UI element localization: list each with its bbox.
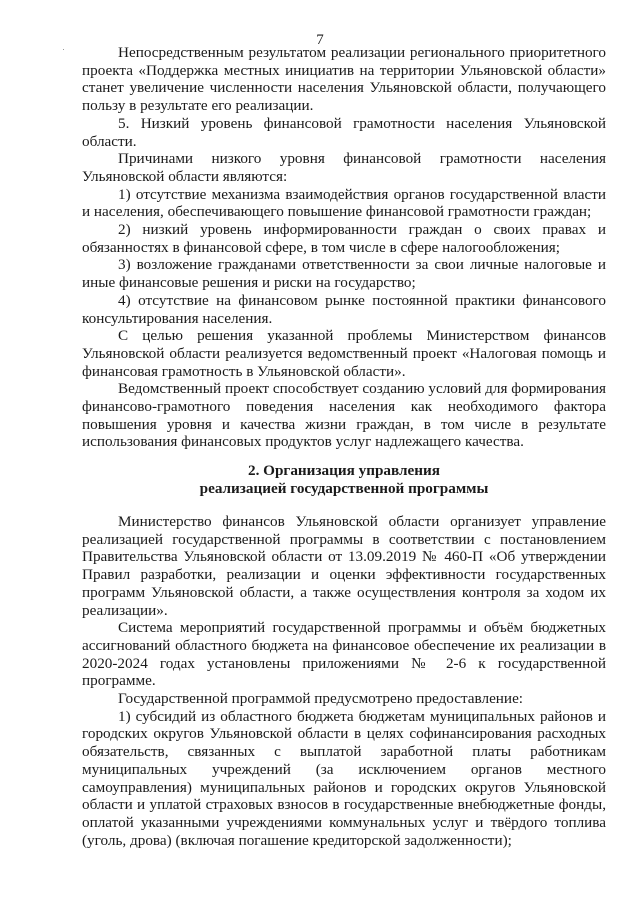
section-heading bbox=[82, 462, 606, 497]
paragraph: Государственной программой предусмотрено предоставление: bbox=[118, 690, 524, 708]
text-section-problems bbox=[82, 44, 606, 451]
paragraph: 5. Низкий уровень финансовой грамотности населения Ульяновской области. bbox=[82, 114, 606, 150]
page-number: 7 bbox=[316, 32, 324, 48]
text-section-management bbox=[82, 513, 606, 849]
section-heading-line: 2. Организация управления bbox=[247, 462, 441, 479]
list-item: 2) низкий уровень информированности граждан о своих правах и обязанностях в финансовой сфере, в том числе в сфере налогообложения; bbox=[82, 221, 606, 256]
paragraph: С целью решения указанной проблемы Министерством финансов Ульяновской области реализуется ведомственный проект «Налоговая помощь и финансовая грамотность в Ульяновской области». bbox=[82, 327, 606, 380]
paragraph: Система мероприятий государственной программы и объём бюджетных ассигнований областного бюджета на финансовое обеспечение их реализации в 2020-2024 годах установлены приложениями № 2-6 к государственной программе. bbox=[82, 619, 606, 690]
paragraph: Министерство финансов Ульяновской области организует управление реализацией государственной программы в соответствии с постановлением Правительства Ульяновской области от 13.09.2019 № 460-П «Об утверждении Правил разработки, реализации и оценки эффективности государственных программ Ульяновской области, а также осуществления контроля за ходом их реализации». bbox=[82, 513, 606, 619]
paragraph: Ведомственный проект способствует созданию условий для формирования финансово-грамотного поведения населения как необходимого фактора повышения уровня и качества жизни граждан, в том числе в результате использования финансовых продуктов услуг надлежащего качества. bbox=[82, 380, 606, 451]
paragraph: Непосредственным результатом реализации регионального приоритетного проекта «Поддержка местных инициатив на территории Ульяновской области» станет увеличение численности населения Ульяновской области, получающего пользу в результате его реализации. bbox=[82, 44, 606, 115]
paragraph: Причинами низкого уровня финансовой грамотности населения Ульяновской области являются: bbox=[82, 150, 606, 185]
list-item: 1) субсидий из областного бюджета бюджетам муниципальных районов и городских округов Ульяновской области в целях софинансирования расходных обязательств, связанных с выплатой заработной платы работникам муниципальных учреждений (за исключением органов местного самоуправления) муниципальных районов и городских округов Ульяновской области и уплатой страховых взносов в государственные внебюджетные фонды, оплатой указанными учреждениями коммунальных услуг и твёрдого топлива (уголь, дрова) (включая погашение кредиторской задолженности); bbox=[82, 707, 606, 849]
section-heading-line: реализацией государственной программы bbox=[199, 479, 489, 497]
list-item: 1) отсутствие механизма взаимодействия органов государственной власти и населения, обеспечивающего повышение финансовой грамотности граждан; bbox=[82, 185, 606, 221]
list-item: 4) отсутствие на финансовом рынке постоянной практики финансового консультирования населения. bbox=[82, 291, 606, 327]
list-item: 3) возложение гражданами ответственности за свои личные налоговые и иные финансовые решения и риски на государство; bbox=[82, 256, 606, 292]
scan-artifact bbox=[63, 49, 64, 50]
